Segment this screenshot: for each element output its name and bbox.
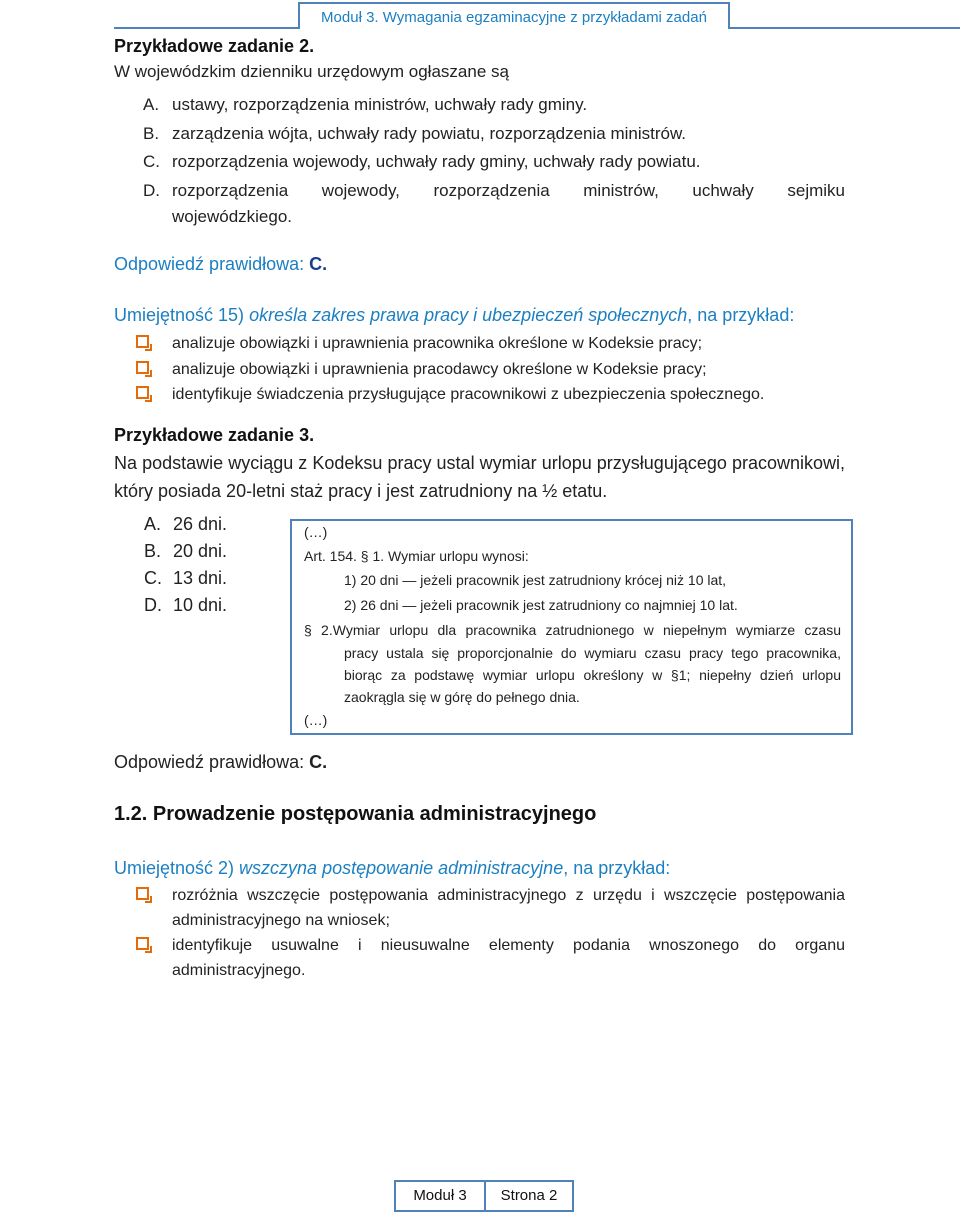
skill15-heading: Umiejętność 15) określa zakres prawa pracy i ubezpieczeń społecznych, na przykład: [114,305,795,325]
task3-option-c: C. 13 dni. [144,568,228,588]
checkbox-bullet-icon [136,887,149,900]
task2-option-b: B. zarządzenia wójta, uchwały rady powiatu, rozporządzenia ministrów. [143,124,687,143]
skill2-bullet-2: identyfikuje usuwalne i nieusuwalne elementy podania wnoszonego do organu administracyjnego. [136,933,845,983]
page-footer [394,1180,574,1212]
excerpt-para2-line3: biorąc za podstawę wymiar urlopu określony w §1; niepełny dzień urlopu [344,667,841,683]
task3-option-b: B. 20 dni. [144,541,228,561]
task3-option-a: A. 26 dni. [144,514,228,534]
checkbox-bullet-icon [136,335,149,348]
footer-page-number: Strona 2 [500,1187,558,1204]
task2-option-c: C. rozporządzenia wojewody, uchwały rady gminy, uchwały rady powiatu. [143,152,701,171]
task2-option-d: D. rozporządzenia wojewody, rozporządzenia ministrów, uchwały sejmiku [143,181,845,200]
skill15-bullet-1: analizuje obowiązki i uprawnienia pracownika określone w Kodeksie pracy; [136,331,702,356]
skill2-bullet-1: rozróżnia wszczęcie postępowania administracyjnego z urzędu i wszczęcie postępowania administracyjnego na wniosek; [136,883,845,933]
excerpt-para2-line1: § 2.Wymiar urlopu dla pracownika zatrudnionego w niepełnym wymiarze czasu [304,622,841,638]
excerpt-para2-line2: pracy ustala się proporcjonalnie do wymiaru czasu pracy tego pracownika, [344,645,841,661]
code-excerpt-box [290,519,853,735]
skill15-bullet-2: analizuje obowiązki i uprawnienia pracodawcy określone w Kodeksie pracy; [136,357,707,382]
footer-module: Moduł 3 [396,1182,486,1210]
section-title: 1.2. Prowadzenie postępowania administracyjnego [114,803,597,825]
excerpt-item-2: 2) 26 dni — jeżeli pracownik jest zatrudniony co najmniej 10 lat. [344,597,738,613]
task2-answer: Odpowiedź prawidłowa: C. [114,254,328,274]
task3-answer: Odpowiedź prawidłowa: C. [114,752,328,772]
task3-question: Na podstawie wyciągu z Kodeksu pracy ustal wymiar urlopu przysługującego pracownikowi, który posiada 20-letni staż pracy i jest zatrudniony na ½ etatu. [114,453,845,501]
skill15-bullet-3: identyfikuje świadczenia przysługujące pracownikowi z ubezpieczenia społecznego. [136,382,764,407]
excerpt-item-1: 1) 20 dni — jeżeli pracownik jest zatrudniony krócej niż 10 lat, [344,572,727,588]
excerpt-para2-line4: zaokrągla się w górę do pełnego dnia. [344,689,580,705]
checkbox-bullet-icon [136,386,149,399]
excerpt-ellipsis-top: (…) [304,524,328,540]
excerpt-article: Art. 154. § 1. Wymiar urlopu wynosi: [304,548,529,564]
task2-option-a: A. ustawy, rozporządzenia ministrów, uchwały rady gminy. [143,95,588,114]
excerpt-ellipsis-bottom: (…) [304,712,328,728]
skill2-heading: Umiejętność 2) wszczyna postępowanie administracyjne, na przykład: [114,858,671,878]
task2-question: W wojewódzkim dzienniku urzędowym ogłaszane są [114,62,509,81]
task3-title: Przykładowe zadanie 3. [114,425,315,445]
module-header: Moduł 3. Wymagania egzaminacyjne z przykładami zadań [298,2,730,29]
checkbox-bullet-icon [136,361,149,374]
task2-option-d-cont: wojewódzkiego. [172,207,293,226]
task3-option-d: D. 10 dni. [144,595,228,615]
task2-title: Przykładowe zadanie 2. [114,36,315,56]
checkbox-bullet-icon [136,937,149,950]
